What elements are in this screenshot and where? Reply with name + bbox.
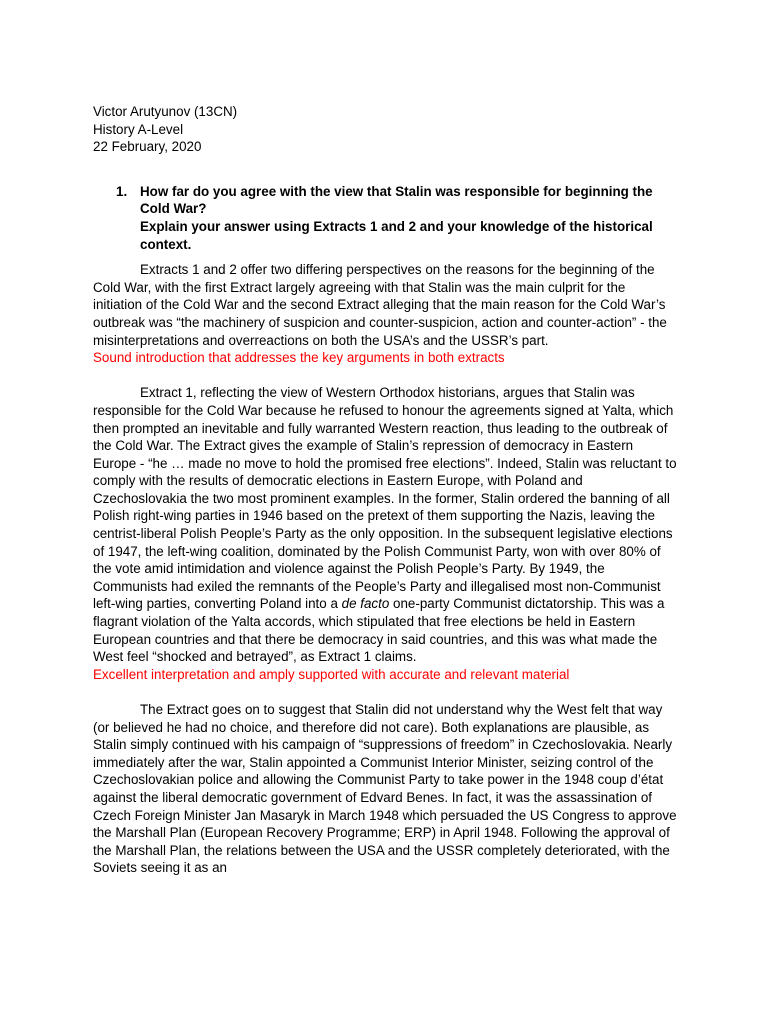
teacher-feedback-2: Excellent interpretation and amply supported with accurate and relevant material [93, 666, 570, 682]
teacher-feedback-1: Sound introduction that addresses the key arguments in both extracts [93, 350, 505, 366]
paragraph-2-italic-term: de facto [341, 596, 390, 612]
author-name: Victor Arutyunov (13CN) [93, 104, 238, 119]
spacer [93, 683, 678, 701]
spacer [93, 253, 678, 261]
essay-paragraph-3: The Extract goes on to suggest that Stalin did not understand why the West felt that way (or believed he had no choice, and therefore did not care). Both explanations are plausible, as Stalin simply continued with his campaign of “suppressions of freedom” in Czechoslovakia. Nearly immediately after the war, Stalin appointed a Communist Interior Minister, seizing control of the Czechoslovakian police and allowing the Communist Party to take power in the 1948 coup d’état against the liberal democratic government of Edvard Benes. In fact, it was the assassination of Czech Foreign Minister Jan Masaryk in March 1948 which persuaded the US Congress to approve the Marshall Plan (European Recovery Programme; ERP) in April 1948. Following the approval of the Marshall Plan, the relations between the USA and the USSR completely deteriorated, with the Soviets seeing it as an [93, 702, 677, 876]
essay-paragraph-1: Extracts 1 and 2 offer two differing perspectives on the reasons for the beginning of the Cold War, with the first Extract largely agreeing with that Stalin was the main culprit for the initiation of the Cold War and the second Extract alleging that the main reason for the Cold War’s outbreak was “the machinery of suspicion and counter-suspicion, action and counter-action” - the misinterpretations and overreactions on both the USA’s and the USSR’s part. [93, 262, 667, 348]
paragraph-2-text-before: Extract 1, reflecting the view of Western Orthodox historians, argues that Stalin was responsible for the Cold War because he refused to honour the agreements signed at Yalta, which then prompted an inevitable and fully warranted Western reaction, thus leading to the outbreak of the Cold War. The Extract gives the example of Stalin’s repression of democracy in Eastern Europe - “he … made no move to hold the promised free elections”. Indeed, Stalin was reluctant to comply with the results of democratic elections in Eastern Europe, with Poland and Czechoslovakia the two most prominent examples. In the former, Stalin ordered the banning of all Polish right-wing parties in 1946 based on the pretext of them supporting the Nazis, leaving the centrist-liberal Polish People’s Party as the only opposition. In the subsequent legislative elections of 1947, the left-wing coalition, dominated by the Polish Communist Party, won with over 80% of the vote amid intimidation and violence against the Polish People’s Party. By 1949, the Communists had exiled the remnants of the People’s Party and illegalised most non-Communist left-wing parties, converting Poland into a [93, 385, 677, 612]
question-instruction: Explain your answer using Extracts 1 and 2 and your knowledge of the historical context. [140, 218, 653, 252]
paragraph-2-text-after: one-party Communist dictatorship. This was a flagrant violation of the Yalta accords, which stipulated that free elections be held in Eastern European countries and that there be democracy in said countries, and this was what made the West feel “shocked and betrayed”, as Extract 1 claims. [93, 596, 665, 665]
course-name: History A-Level [93, 121, 184, 137]
essay-question [93, 183, 678, 253]
document-body [93, 103, 678, 877]
essay-paragraph-2 [93, 384, 678, 666]
question-text: How far do you agree with the view that Stalin was responsible for beginning the Cold War? [140, 183, 653, 217]
spacer [93, 367, 678, 385]
document-date: 22 February, 2020 [93, 139, 202, 155]
question-number: 1. [116, 183, 128, 199]
